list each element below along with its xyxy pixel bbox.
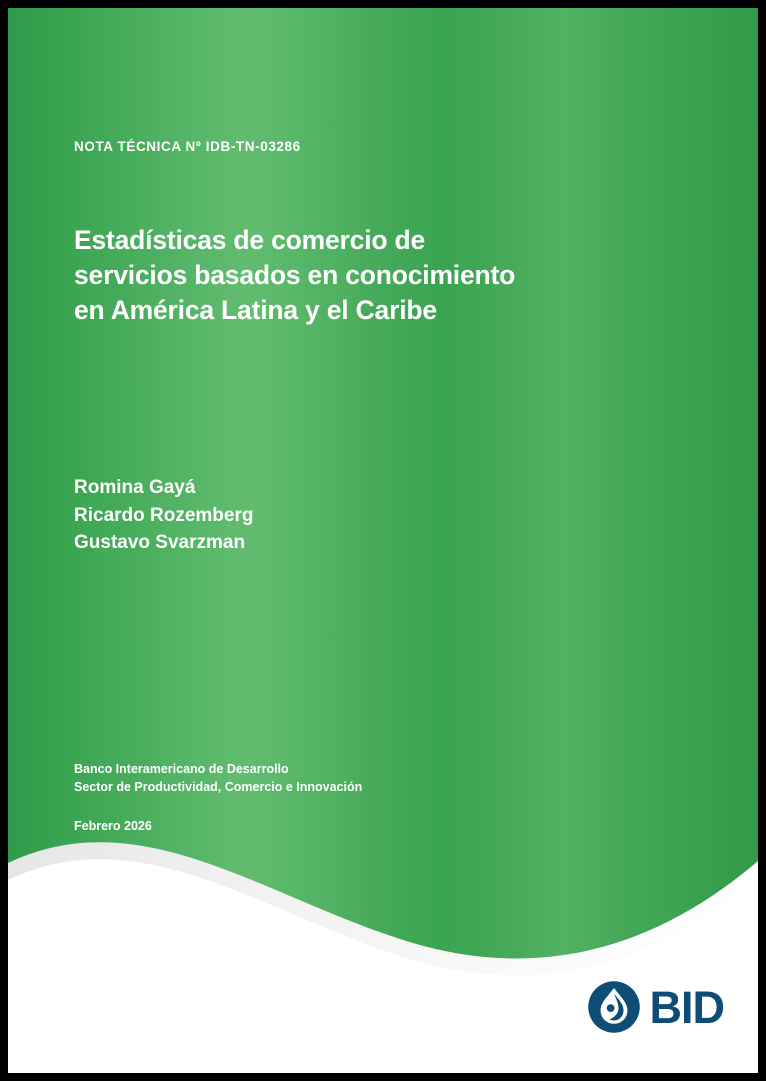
author-list	[74, 474, 253, 557]
publisher-info	[74, 760, 362, 796]
page-title	[74, 223, 634, 329]
document-series-number: NOTA TÉCNICA Nº IDB-TN-03286	[74, 139, 301, 154]
publisher-name: Banco Interamericano de Desarrollo	[74, 762, 289, 776]
idb-logo	[586, 979, 725, 1035]
author-name: Ricardo Rozemberg	[74, 504, 254, 526]
title-line-3: en América Latina y el Caribe	[74, 295, 437, 326]
idb-droplet-icon	[586, 979, 642, 1035]
author-name: Gustavo Svarzman	[74, 532, 246, 554]
idb-logo-text: BID	[649, 981, 724, 1033]
publisher-division: Sector de Productividad, Comercio e Innovación	[74, 780, 363, 795]
title-line-1: Estadísticas de comercio de	[74, 225, 426, 255]
author-name: Romina Gayá	[74, 477, 196, 498]
document-cover-page	[8, 8, 758, 1073]
title-line-2: servicios basados en conocimiento	[74, 260, 516, 291]
publication-date: Febrero 2026	[74, 819, 152, 833]
